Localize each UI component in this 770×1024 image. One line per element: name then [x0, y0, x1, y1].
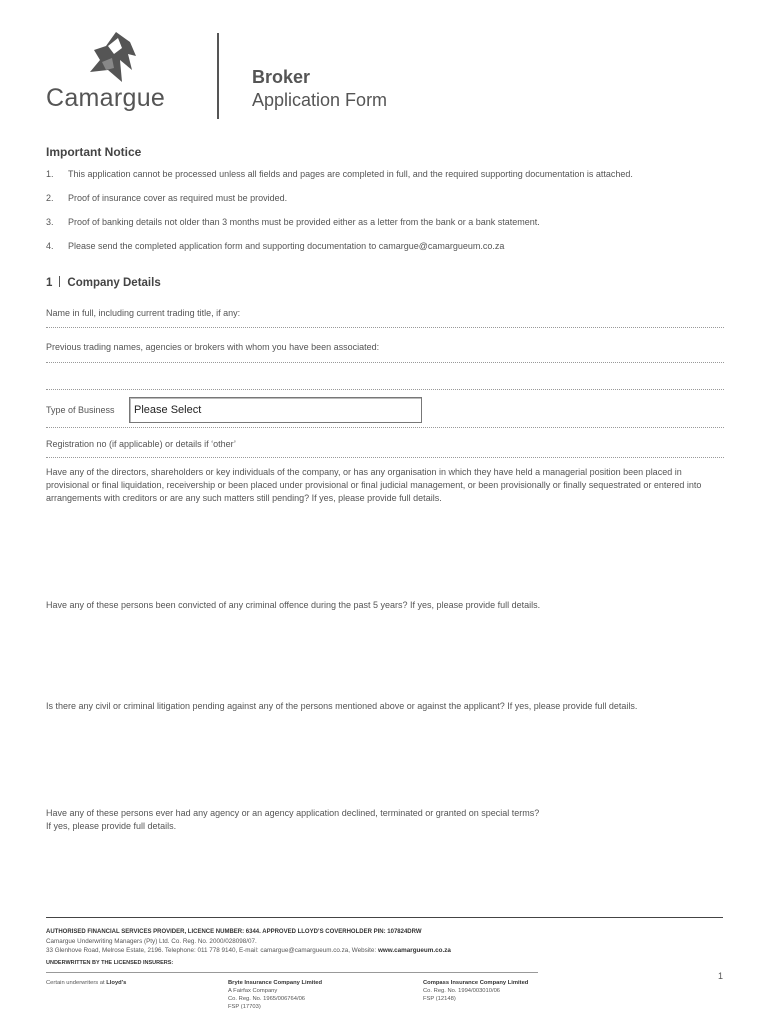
lloyds-prefix: Certain underwriters at — [46, 980, 105, 986]
question-liquidation: Have any of the directors, shareholders or key individuals of the company, or has any organisation in which they have held a managerial position been placed in provisional or final liquidation, receivership or been placed under provisional or final judicial management, or been provisionally or finally sequestrated or entered into arrangements with creditors or are any such matters still pending? If yes, please provide full details. — [46, 467, 702, 503]
type-of-business-label: Type of Business — [46, 405, 115, 415]
notice-number: 1. — [46, 169, 54, 179]
footer-underwritten-label: UNDERWRITTEN BY THE LICENSED INSURERS: — [46, 960, 174, 966]
footer-divider — [46, 917, 723, 918]
footer-authorised-text: AUTHORISED FINANCIAL SERVICES PROVIDER, LICENCE NUMBER: 6344. APPROVED LLOYD’S COVERHOLDER PIN: 107824DRW — [46, 929, 422, 935]
bryte-line-3: FSP (17703) — [228, 1004, 261, 1010]
header-divider — [217, 33, 219, 119]
agency-declined-details-field[interactable] — [46, 836, 726, 912]
name-in-full-label: Name in full, including current trading title, if any: — [46, 308, 241, 318]
criminal-offence-details-field[interactable] — [46, 614, 726, 696]
name-in-full-field[interactable] — [46, 327, 724, 328]
notice-number: 4. — [46, 241, 54, 251]
previous-names-field-2[interactable] — [46, 389, 724, 390]
bryte-line-2: Co. Reg. No. 1965/006764/06 — [228, 996, 306, 1002]
type-of-business-select[interactable]: Please Select — [129, 397, 422, 423]
footer-address-line — [46, 947, 451, 954]
footer-insurers-divider — [46, 972, 538, 973]
question-litigation: Is there any civil or criminal litigation pending against any of the persons mentioned above or against the applicant? If yes, please provide full details. — [46, 701, 638, 711]
compass-line-2: FSP (12148) — [423, 996, 456, 1002]
type-of-business-line — [46, 427, 724, 428]
horse-head-icon — [86, 30, 142, 86]
camargue-logo — [86, 30, 142, 86]
litigation-details-field[interactable] — [46, 715, 726, 805]
insurer-lloyds — [46, 979, 126, 987]
form-title-application: Application Form — [252, 90, 388, 110]
question-agency-line-1: Have any of these persons ever had any agency or an agency application declined, terminated or granted on special terms? — [46, 808, 540, 818]
lloyds-name: Lloyd’s — [106, 980, 127, 986]
notice-number: 3. — [46, 217, 54, 227]
insurer-compass — [423, 979, 528, 1003]
section-divider — [59, 276, 60, 287]
liquidation-details-field[interactable] — [46, 508, 726, 594]
notice-title: Important Notice — [46, 145, 142, 159]
previous-names-label: Previous trading names, agencies or brokers with whom you have been associated: — [46, 342, 380, 352]
bryte-name: Bryte Insurance Company Limited — [228, 980, 323, 986]
footer-website-link[interactable]: www.camargueum.co.za — [377, 947, 451, 954]
insurer-bryte — [228, 979, 322, 1011]
brand-name: Camargue — [46, 84, 166, 112]
question-agency-line-2: If yes, please provide full details. — [46, 821, 177, 831]
bryte-line-1: A Fairfax Company — [228, 988, 278, 994]
question-agency-declined — [46, 807, 726, 833]
notice-text: Please send the completed application form and supporting documentation to camargue@camargueum.co.za — [68, 241, 505, 251]
notice-number: 2. — [46, 193, 54, 203]
registration-field[interactable] — [46, 457, 724, 458]
registration-label: Registration no (if applicable) or details if ‘other’ — [46, 439, 236, 449]
page-number: 1 — [718, 971, 724, 981]
section-company-details-title — [46, 276, 161, 289]
notice-text: Proof of banking details not older than 3 months must be provided either as a letter from the bank or a bank statement. — [68, 217, 540, 227]
question-criminal-offence: Have any of these persons been convicted of any criminal offence during the past 5 years? If yes, please provide full details. — [46, 600, 541, 610]
form-title-broker: Broker — [252, 67, 311, 87]
section-title-text: Company Details — [67, 277, 161, 289]
footer-company-line: Camargue Underwriting Managers (Pty) Ltd. Co. Reg. No. 2000/028098/07. — [46, 938, 257, 945]
previous-names-field[interactable] — [46, 362, 724, 363]
section-number: 1 — [46, 277, 53, 289]
footer-address-text: 33 Glenhove Road, Melrose Estate, 2196. Telephone: 011 778 9140, E-mail: camargue@camargueum.co.za, Website: — [46, 947, 377, 954]
compass-line-1: Co. Reg. No. 1994/003010/06 — [423, 988, 501, 994]
notice-text: Proof of insurance cover as required must be provided. — [68, 193, 288, 203]
compass-name: Compass Insurance Company Limited — [423, 980, 529, 986]
notice-text: This application cannot be processed unless all fields and pages are completed in full, and the required supporting documentation is attached. — [68, 169, 633, 179]
